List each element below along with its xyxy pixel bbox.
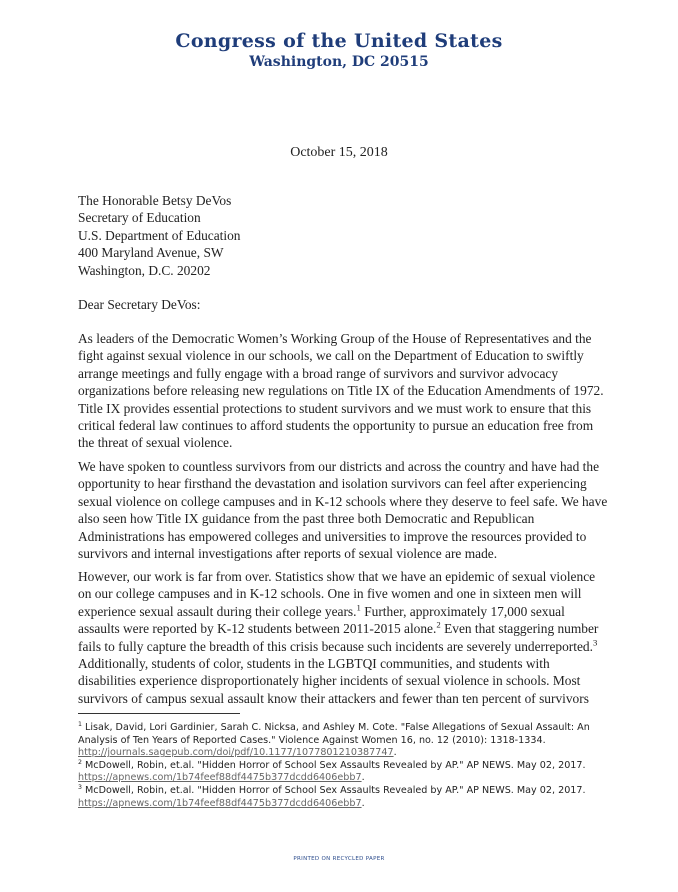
footnote-text: McDowell, Robin, et.al. "Hidden Horror of School Sex Assaults Revealed by AP." AP NEWS. May 02, 2017. bbox=[81, 784, 586, 796]
footnote bbox=[78, 760, 618, 785]
footnote-divider bbox=[78, 713, 240, 714]
letterhead-subtitle: Washington, DC 20515 bbox=[249, 54, 429, 70]
recycled-paper-notice: PRINTED ON RECYCLED PAPER bbox=[293, 856, 385, 862]
paragraph-text: Additionally, students of color, students in the LGBTQI communities, and students with disabilities experience disproportionately higher incidents of sexual violence in schools. Most survivors of campus sexual assault know their attackers and fewer than ten percent of survivors bbox=[78, 656, 589, 706]
footnote-ref: 2 bbox=[436, 619, 441, 630]
paragraph-text: Even that staggering number fails to fully capture the breadth of this crisis because such incidents are severely underreported. bbox=[78, 621, 599, 654]
footnote bbox=[78, 785, 618, 810]
footnote-tail: . bbox=[361, 772, 365, 784]
footnote-link[interactable]: https://apnews.com/1b74feef88df4475b377dcdd6406ebb7 bbox=[78, 797, 362, 809]
footnote bbox=[78, 722, 618, 760]
footnote-tail: . bbox=[393, 747, 397, 759]
footnote-number: 2 bbox=[78, 758, 82, 766]
recipient-address bbox=[78, 192, 608, 279]
letterhead-title: Congress of the United States bbox=[175, 30, 503, 52]
footnote-number: 3 bbox=[78, 783, 82, 791]
footnote-link[interactable]: http://journals.sagepub.com/doi/pdf/10.1177/1077801210387747 bbox=[78, 747, 394, 759]
footnote-text: Lisak, David, Lori Gardinier, Sarah C. Nicksa, and Ashley M. Cote. "False Allegations of Sexual Assault: An Analysis of Ten Years of Reported Cases." Violence Against Women 16, no. 12 (2010): 1318-1334. bbox=[78, 722, 590, 746]
address-line: Washington, D.C. 20202 bbox=[78, 262, 211, 278]
salutation: Dear Secretary DeVos: bbox=[78, 297, 201, 312]
address-line: U.S. Department of Education bbox=[78, 227, 241, 243]
footnote-number: 1 bbox=[78, 720, 82, 728]
letter-date: October 15, 2018 bbox=[290, 145, 388, 160]
body-paragraph-2: We have spoken to countless survivors from our districts and across the country and have had the opportunity to hear firsthand the devastation and isolation survivors can feel after experiencing sexual violence on college campuses and in K-12 schools where they deserve to feel safe. We have also seen how Title IX guidance from the past three both Democratic and Republican Administrations has empowered colleges and universities to improve the resources provided to survivors and internal investigations after reports of sexual violence are made. bbox=[78, 459, 608, 562]
footnotes bbox=[78, 722, 618, 810]
address-line: 400 Maryland Avenue, SW bbox=[78, 245, 224, 261]
address-line: The Honorable Betsy DeVos bbox=[78, 193, 232, 208]
body-paragraph-1: As leaders of the Democratic Women’s Working Group of the House of Representatives and the fight against sexual violence in our schools, we call on the Department of Education to swiftly arrange meetings and fully engage with a broad range of survivors and survivor advocacy organizations before releasing new regulations on Title IX of the Education Amendments of 1972. Title IX provides essential protections to student survivors and we must work to ensure that this critical federal law continues to afford students the opportunity to pursue an education free from the threat of sexual violence. bbox=[78, 331, 604, 451]
footnote-ref: 1 bbox=[356, 602, 361, 613]
address-line: Secretary of Education bbox=[78, 210, 201, 226]
footnote-text: McDowell, Robin, et.al. "Hidden Horror of School Sex Assaults Revealed by AP." AP NEWS. May 02, 2017. bbox=[81, 759, 586, 771]
body-paragraph-3 bbox=[78, 568, 608, 707]
footnote-ref: 3 bbox=[592, 637, 598, 648]
footnote-link[interactable]: https://apnews.com/1b74feef88df4475b377dcdd6406ebb7 bbox=[78, 772, 362, 784]
footnote-tail: . bbox=[361, 797, 365, 809]
paragraph-text: Further, approximately 17,000 sexual assaults were reported by K-12 students between 2011-2015 alone. bbox=[78, 603, 565, 637]
paragraph-text: However, our work is far from over. Statistics show that we have an epidemic of sexual violence on our college campuses and in K-12 schools. One in five women and one in sixteen men will experience sexual assault during their college years. bbox=[78, 569, 596, 619]
